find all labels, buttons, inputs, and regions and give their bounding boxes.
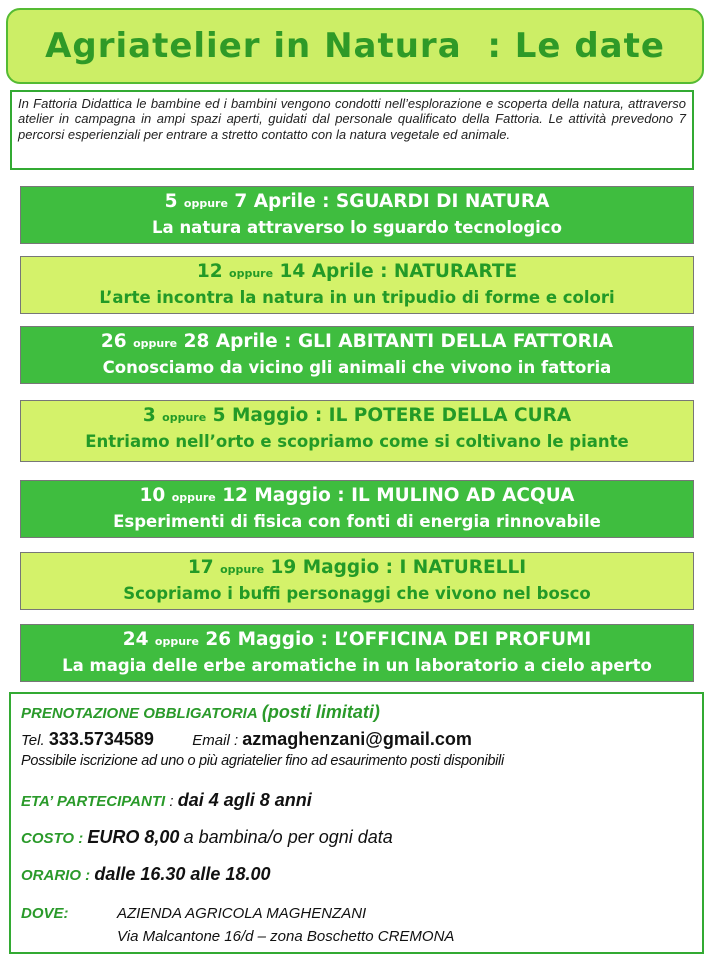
tel-label: Tel.	[21, 732, 45, 749]
event-name: : GLI ABITANTI DELLA FATTORIA	[284, 331, 614, 352]
event-name: : SGUARDI DI NATURA	[322, 191, 550, 212]
signup-note: Possibile iscrizione ad uno o più agriatelier fino ad esaurimento posti disponibili	[21, 753, 504, 769]
age-label: ETA’ PARTECIPANTI	[21, 793, 166, 810]
event-date: 28 Aprile	[183, 331, 278, 352]
event-box	[20, 326, 694, 384]
event-box	[20, 256, 694, 314]
info-box	[9, 692, 704, 954]
booking-note: (posti limitati)	[261, 702, 380, 722]
time-value: dalle 16.30 alle 18.00	[94, 864, 271, 884]
where-line2: Via Malcantone 16/d – zona Boschetto CREMONA	[117, 928, 455, 945]
event-subtitle: Esperimenti di fisica con fonti di energia rinnovabile	[113, 512, 601, 531]
cost-rest: a bambina/o per ogni data	[183, 827, 393, 847]
event-oppure: oppure	[220, 563, 265, 576]
event-day: 24	[122, 629, 149, 650]
event-date: 19 Maggio	[270, 557, 380, 578]
event-subtitle: L’arte incontra la natura in un tripudio di forme e colori	[99, 288, 615, 307]
event-date: 12 Maggio	[222, 485, 331, 506]
event-heading	[21, 556, 693, 582]
event-name: : IL MULINO AD ACQUA	[337, 485, 575, 506]
event-box	[20, 400, 694, 462]
event-day: 12	[196, 261, 223, 282]
where-line1: AZIENDA AGRICOLA MAGHENZANI	[117, 905, 367, 922]
age-value: dai 4 agli 8 anni	[177, 790, 312, 810]
event-oppure: oppure	[133, 337, 178, 350]
event-name: : IL POTERE DELLA CURA	[314, 405, 572, 426]
event-oppure: oppure	[171, 491, 216, 504]
title-banner	[6, 8, 704, 84]
tel-value: 333.5734589	[48, 729, 154, 749]
event-heading	[21, 190, 693, 216]
event-heading	[21, 260, 693, 286]
event-day: 3	[142, 405, 156, 426]
intro-paragraph: In Fattoria Didattica le bambine ed i bambini vengono condotti nell’esplorazione e scoperta della natura, attraverso atelier in campagna in ampi spazi aperti, guidati dal personale qualificato della Fattoria. Le attività prevedono 7 percorsi esperienziali per entrare a stretto contatto con la natura vegetale ed animale.	[10, 90, 694, 170]
event-heading	[21, 628, 693, 654]
event-oppure: oppure	[183, 197, 228, 210]
age-row	[21, 790, 312, 811]
event-date: 5 Maggio	[212, 405, 309, 426]
event-heading	[21, 330, 693, 356]
booking-row	[21, 702, 380, 723]
event-day: 17	[187, 557, 214, 578]
page-title: Agriatelier in Natura : Le date	[45, 26, 665, 66]
event-box	[20, 552, 694, 610]
event-subtitle: La magia delle erbe aromatiche in un laboratorio a cielo aperto	[62, 656, 652, 675]
time-label: ORARIO :	[21, 867, 91, 884]
cost-label: COSTO :	[21, 830, 84, 847]
event-name: : I NATURELLI	[385, 557, 527, 578]
where-label: DOVE:	[21, 905, 69, 922]
event-subtitle: Entriamo nell’orto e scopriamo come si coltivano le piante	[85, 432, 629, 451]
event-oppure: oppure	[162, 411, 207, 424]
contact-row	[21, 729, 472, 750]
event-date: 7 Aprile	[234, 191, 316, 212]
event-date: 14 Aprile	[279, 261, 374, 282]
event-day: 10	[139, 485, 166, 506]
time-row	[21, 864, 270, 885]
event-heading	[21, 404, 693, 430]
event-subtitle: Scopriamo i buffi personaggi che vivono nel bosco	[123, 584, 591, 603]
cost-value: EURO 8,00	[87, 827, 180, 847]
event-day: 5	[164, 191, 178, 212]
event-name: : NATURARTE	[380, 261, 518, 282]
email-label: Email :	[192, 732, 239, 749]
cost-row	[21, 827, 393, 848]
event-box	[20, 480, 694, 538]
event-box	[20, 624, 694, 682]
event-name: : L’OFFICINA DEI PROFUMI	[320, 629, 592, 650]
event-date: 26 Maggio	[205, 629, 315, 650]
event-subtitle: Conosciamo da vicino gli animali che vivono in fattoria	[102, 358, 612, 377]
event-oppure: oppure	[154, 635, 199, 648]
booking-label: PRENOTAZIONE OBBLIGATORIA	[21, 705, 258, 722]
event-heading	[21, 484, 693, 510]
email-value: azmaghenzani@gmail.com	[242, 729, 472, 749]
event-box	[20, 186, 694, 244]
age-sep: :	[169, 793, 174, 810]
event-oppure: oppure	[229, 267, 274, 280]
event-day: 26	[100, 331, 127, 352]
event-subtitle: La natura attraverso lo sguardo tecnologico	[152, 218, 562, 237]
